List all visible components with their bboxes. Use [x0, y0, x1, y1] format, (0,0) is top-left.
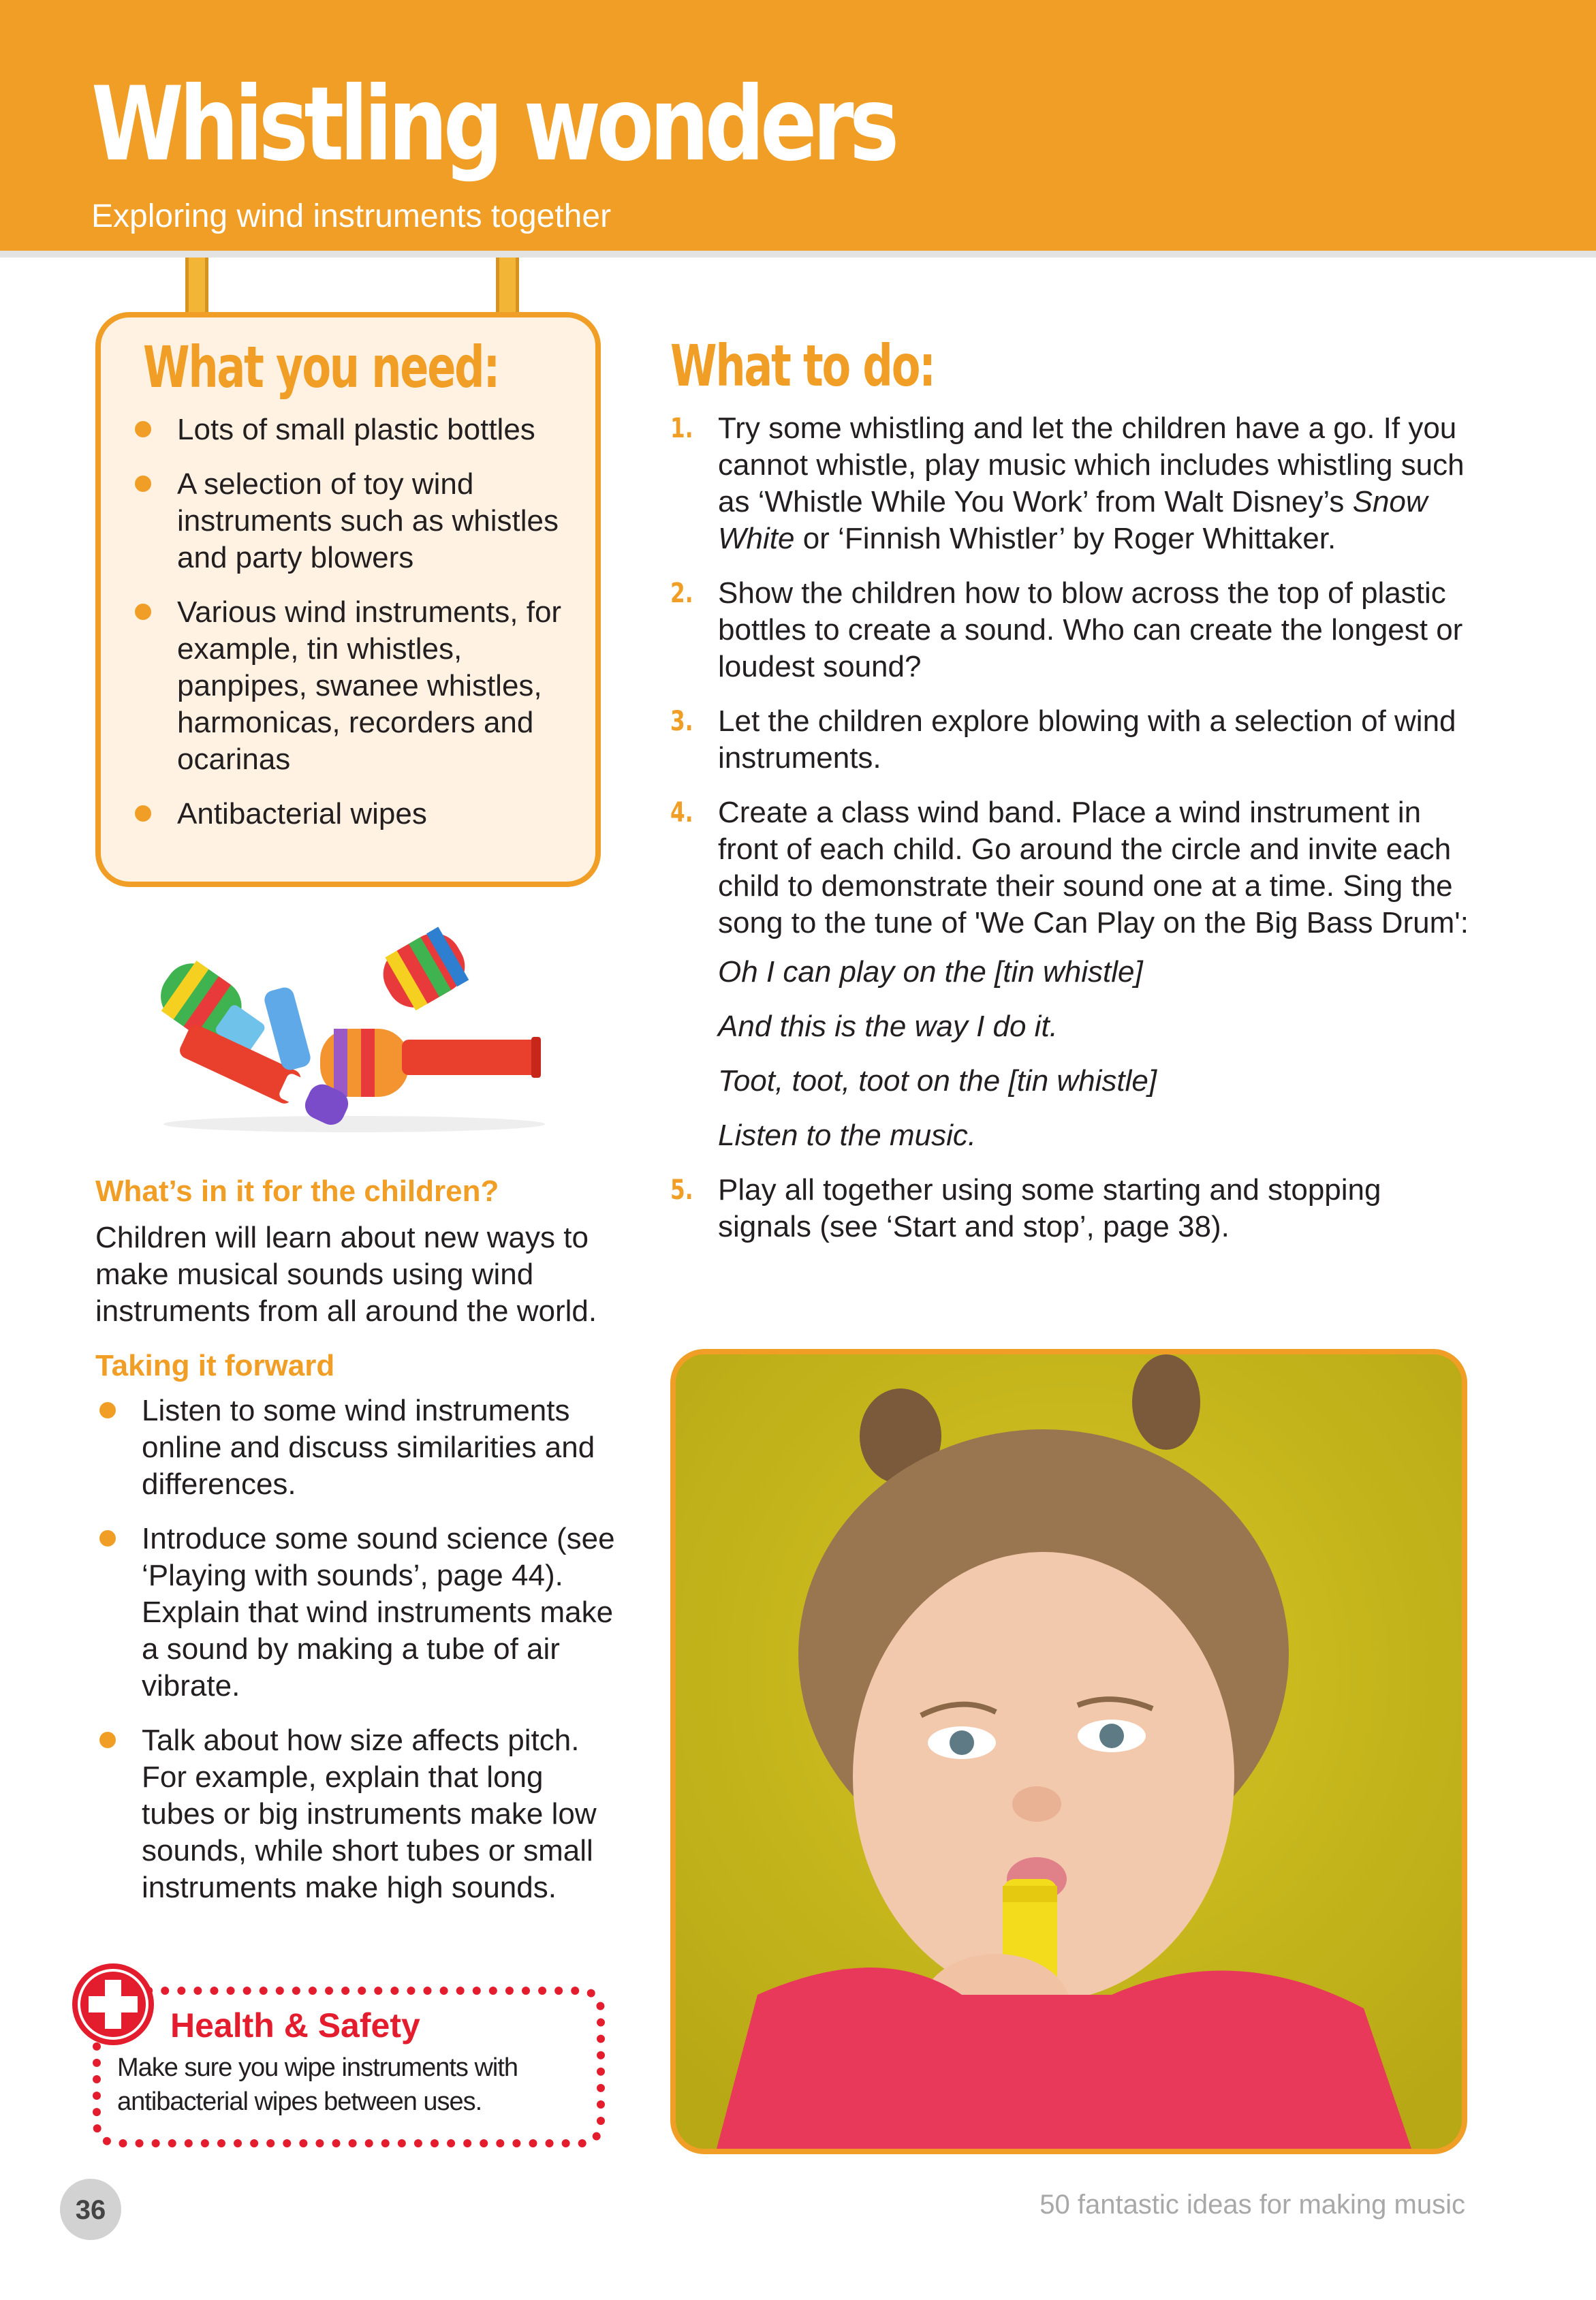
taking-forward-heading: Taking it forward	[95, 1349, 335, 1382]
child-illustration	[676, 1354, 1462, 2149]
bullet-icon	[135, 604, 151, 620]
what-you-need-list	[177, 411, 586, 850]
list-item: Talk about how size affects pitch. For example, explain that long tubes or big instruments make low sounds, while short tubes or small instruments make high sounds.	[142, 1722, 619, 1906]
sign-rope-right	[496, 258, 519, 315]
step-number: 5.	[670, 1175, 693, 1206]
step-number: 4.	[670, 797, 693, 828]
health-safety-text: Make sure you wipe instruments with antibacterial wipes between uses.	[117, 2053, 518, 2116]
page-subtitle: Exploring wind instruments together	[91, 198, 612, 234]
list-item: A selection of toy wind instruments such as whistles and party blowers	[177, 466, 586, 576]
bullet-icon	[99, 1402, 116, 1418]
list-item: Listen to some wind instruments online and discuss similarities and differences.	[142, 1393, 619, 1503]
page-title: Whistling wonders	[91, 65, 895, 184]
step-item: 3. Let the children explore blowing with a selection of wind instruments.	[670, 704, 1456, 775]
bullet-icon	[99, 1732, 116, 1748]
song-line: Oh I can play on the [tin whistle]	[718, 955, 1143, 989]
children-heading: What’s in it for the children?	[95, 1175, 499, 1208]
song-line: Toot, toot, toot on the [tin whistle]	[718, 1064, 1157, 1098]
book-title: 50 fantastic ideas for making music	[1039, 2190, 1465, 2220]
health-safety-title: Health & Safety	[170, 2006, 420, 2045]
bullet-icon	[135, 805, 151, 822]
list-item: Antibacterial wipes	[177, 796, 586, 833]
step-item: 1. Try some whistling and let the children have a go. If you cannot whistle, play music which includes whistling such as ‘Whistle While You Work’ from Walt Disney’s Snow White or ‘Finnish Whistler’ by Roger Whittaker.	[670, 411, 1465, 555]
what-to-do-title: What to do:	[670, 332, 935, 399]
children-text: Children will learn about new ways to make musical sounds using wind instruments from all around the world.	[95, 1221, 597, 1328]
page-number: 36	[75, 2195, 106, 2225]
bullet-icon	[135, 476, 151, 492]
party-blowers-image	[136, 920, 572, 1138]
first-aid-cross-icon	[71, 1962, 155, 2047]
list-item: Various wind instruments, for example, tin whistles, panpipes, swanee whistles, harmonicas, recorders and ocarinas	[177, 594, 586, 778]
sign-rope-left	[185, 258, 208, 315]
list-item: Introduce some sound science (see ‘Playing with sounds’, page 44). Explain that wind instruments make a sound by making a tube of air vibrate.	[142, 1521, 619, 1705]
taking-forward-list	[142, 1393, 619, 1924]
step-number: 1.	[670, 413, 693, 444]
list-item: Lots of small plastic bottles	[177, 411, 586, 448]
step-item: 5. Play all together using some starting and stopping signals (see ‘Start and stop’, page 38).	[670, 1173, 1381, 1243]
bullet-icon	[99, 1530, 116, 1547]
step-number: 3.	[670, 706, 693, 737]
song-line: Listen to the music.	[718, 1119, 977, 1152]
header-divider	[0, 251, 1596, 258]
what-to-do-steps	[670, 410, 1481, 1263]
step-number: 2.	[670, 578, 693, 609]
child-whistle-photo	[670, 1349, 1467, 2154]
step-item: 2. Show the children how to blow across the top of plastic bottles to create a sound. Who can create the longest or loudest sound?	[670, 576, 1463, 683]
bullet-icon	[135, 421, 151, 437]
song-line: And this is the way I do it.	[718, 1010, 1058, 1043]
what-you-need-title: What you need:	[143, 334, 499, 401]
step-item: 4. Create a class wind band. Place a wind instrument in front of each child. Go around the circle and invite each child to demonstrate their sound one at a time. Sing the song to the tune of 'We Can Play on the Big Bass Drum': Oh I can play on the [tin whistle] And this is the way I do it. Toot, toot, toot on the [tin whistle] Listen to the music.	[718, 794, 1481, 1154]
